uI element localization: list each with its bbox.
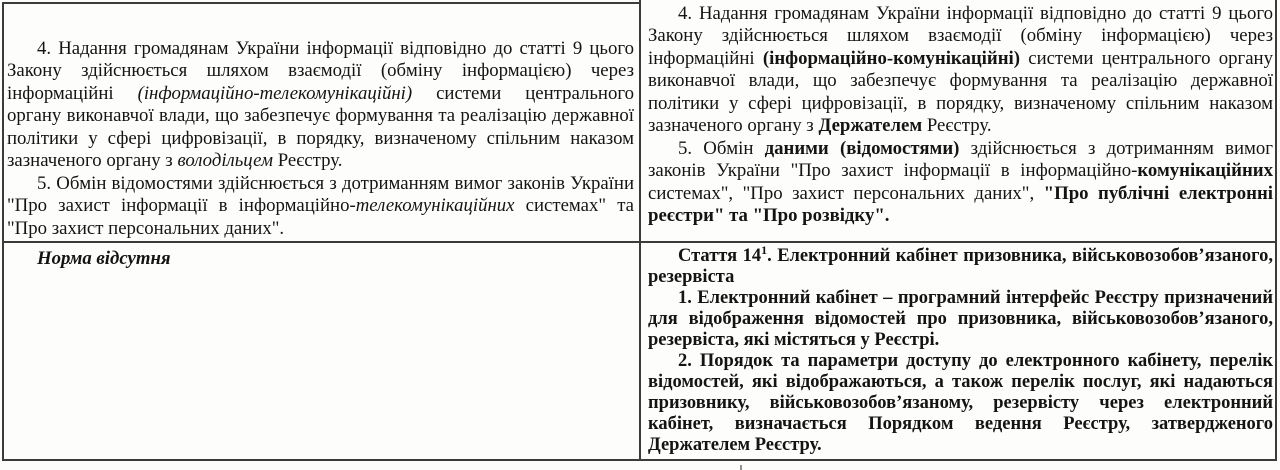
text-run: . Електронний кабінет призовника, військовозобов’язаного, резервіста bbox=[648, 246, 1273, 287]
text-run: системи центрального органу виконавчої влади, що забезпечує формування та реалізацію державної політики у сфері цифровізації, в порядку, визначеному спільним наказом зазначеного органу з bbox=[7, 82, 635, 172]
text-run: системи центрального органу виконавчої влади, що забезпечує формування та реалізацію державної політики у сфері цифровізації, в порядку, визначеному спільним наказом зазначеного органу з bbox=[648, 47, 1274, 137]
old-cell-top-border bbox=[2, 2, 639, 4]
table-right-border bbox=[1275, 0, 1277, 461]
text-run-italic: (інформаційно-телекомунікаційні) bbox=[137, 82, 413, 104]
norm-absent-cell bbox=[7, 248, 634, 270]
text-run: 4. Надання громадянам України інформації відповідно до статті 9 цього Закону здійснюється шляхом взаємодії (обміну інформацією) через інформаційні bbox=[7, 38, 634, 104]
article-14-1-item-2 bbox=[648, 351, 1273, 456]
text-run-bold: (інформаційно-комунікаційні) bbox=[762, 47, 1021, 69]
table-bottom-border bbox=[2, 459, 1277, 461]
text-run: Стаття 14 bbox=[678, 246, 762, 266]
text-run: 2. Порядок та параметри доступу до електронного кабінету, перелік відомостей, які відображаються, а також перелік послуг, які надаються призовнику, військовозобов’язаному, резервісту через електронний кабінет, визначається Порядком ведення Реєстру, затвердженого Держателем Реєстру. bbox=[648, 351, 1273, 455]
old-paragraph-5 bbox=[7, 173, 634, 240]
text-run: 5. Обмін bbox=[678, 137, 765, 159]
text-run: 5. Обмін відомостями здійснюється з дотриманням вимог законів України "Про захист інформації в інформаційно- bbox=[7, 172, 634, 217]
text-run-italic: телекомунікаційних bbox=[355, 195, 515, 217]
old-paragraph-4 bbox=[7, 38, 634, 173]
text-run: системах" та "Про захист персональних даних". bbox=[7, 195, 634, 239]
article-14-1-heading bbox=[648, 242, 1273, 288]
table-row-divider bbox=[2, 241, 1277, 243]
text-run: Реєстру. bbox=[922, 115, 992, 137]
new-paragraph-4 bbox=[648, 3, 1273, 138]
text-run: здійснюється з дотриманням вимог законів України "Про захист інформації в інформаційно- bbox=[648, 137, 1273, 182]
table-column-divider bbox=[639, 0, 641, 461]
old-wording-cell bbox=[7, 38, 634, 240]
new-article-14-1-cell bbox=[648, 242, 1273, 456]
new-wording-cell bbox=[648, 3, 1273, 228]
text-run-bold: "Про публічні електронні реєстри" та "Про розвідку". bbox=[648, 182, 1274, 227]
superscript-1: 1 bbox=[761, 242, 768, 257]
text-run-bold: комунікаційних bbox=[1137, 160, 1273, 182]
new-paragraph-5 bbox=[648, 138, 1273, 228]
table-left-border bbox=[2, 2, 4, 461]
text-run-italic: володільцем bbox=[177, 150, 273, 172]
text-run-bold-italic: Норма відсутня bbox=[37, 248, 171, 269]
text-run: 1. Електронний кабінет – програмний інтерфейс Реєстру призначений для відображення відомостей про призовника, військовозобов’язаного, резервіста, які містяться у Реєстрі. bbox=[648, 288, 1273, 350]
article-14-1-item-1 bbox=[648, 288, 1273, 351]
text-run-bold: Держателем bbox=[818, 115, 923, 137]
text-run-bold: даними (відомостями) bbox=[764, 137, 960, 159]
norm-absent-note bbox=[7, 248, 634, 270]
text-run: 4. Надання громадянам України інформації відповідно до статті 9 цього Закону здійснюється шляхом взаємодії (обміну інформацією) через інформаційні bbox=[648, 3, 1273, 69]
text-run: системах", "Про захист персональних даних", bbox=[648, 182, 1044, 204]
text-run: Реєстру. bbox=[273, 150, 343, 172]
next-row-divider-sliver bbox=[740, 465, 742, 470]
